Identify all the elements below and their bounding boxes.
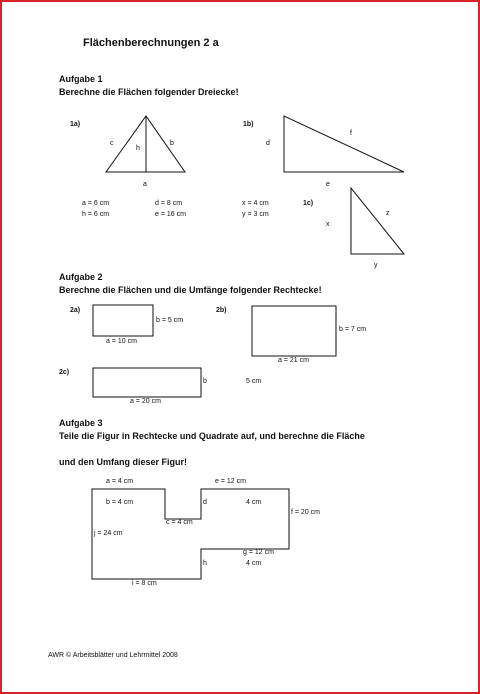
task1-heading: Aufgabe 1 [59,74,103,84]
triangle-1b-side-f: f [350,130,352,137]
task3-instruction-line1: Teile die Figur in Rechtecke und Quadrate auf, und berechne die Fläche [59,431,365,441]
triangle-1c-side-z: z [386,210,390,217]
shape-side-c: c = 4 cm [166,519,193,526]
value-y: y = 3 cm [242,211,269,218]
triangle-1c-side-x: x [326,221,330,228]
shape-side-a: a = 4 cm [106,478,134,485]
triangle-1a-side-a: a [143,181,147,188]
triangle-1a-side-b: b [170,140,174,147]
shape-side-j: j = 24 cm [94,530,123,537]
triangle-1b-side-e: e [326,181,330,188]
rect-2c-label: 2c) [59,369,70,376]
task2-heading: Aufgabe 2 [59,272,103,282]
rect-2c-side-a: a = 20 cm [130,398,161,405]
rect-2b-side-a: a = 21 cm [278,357,309,364]
rect-2c [93,368,201,397]
shape-side-f: f = 20 cm [291,509,320,516]
shape-side-h: h [203,560,207,567]
rect-2b [252,306,336,356]
triangle-1b-side-d: d [266,140,270,147]
rect-2c-side-b: b [203,378,207,385]
shape-side-i: i = 8 cm [132,580,157,587]
triangle-1c [351,188,404,254]
shape-side-d-value: 4 cm [246,499,262,506]
triangle-1c-side-y: y [374,262,378,269]
rect-2a-side-a: a = 10 cm [106,338,137,345]
rect-2a [93,305,153,336]
rect-2b-label: 2b) [216,307,227,314]
task3-instruction-line2: und den Umfang dieser Figur! [59,457,188,467]
task2-instruction: Berechne die Flächen und die Umfänge folgender Rechtecke! [59,285,322,295]
triangle-1a-label: 1a) [70,121,81,128]
triangle-1a-height-h: h [136,145,140,152]
triangle-1a-side-c: c [110,140,114,147]
shape-side-e: e = 12 cm [215,478,246,485]
shape-side-g: g = 12 cm [243,549,274,556]
task3-heading: Aufgabe 3 [59,418,103,428]
triangle-1c-label: 1c) [303,200,314,207]
footer-copyright: AWR © Arbeitsblätter und Lehrmittel 2008 [48,652,178,659]
rect-2c-side-b-value: 5 cm [246,378,262,385]
value-a: a = 6 cm [82,200,110,207]
value-e: e = 16 cm [155,211,186,218]
rect-2b-side-b: b = 7 cm [339,326,367,333]
rect-2a-side-b: b = 5 cm [156,317,184,324]
triangle-1b [284,116,404,172]
shape-side-d: d [203,499,207,506]
shape-side-b: b = 4 cm [106,499,134,506]
value-h: h = 6 cm [82,211,110,218]
value-d: d = 8 cm [155,200,183,207]
task1-instruction: Berechne die Flächen folgender Dreiecke! [59,87,239,97]
rect-2a-label: 2a) [70,307,81,314]
value-x: x = 4 cm [242,200,269,207]
shape-side-h-value: 4 cm [246,560,262,567]
worksheet-title: Flächenberechnungen 2 a [83,37,219,49]
composite-figure [92,489,289,579]
triangle-1b-label: 1b) [243,121,254,128]
